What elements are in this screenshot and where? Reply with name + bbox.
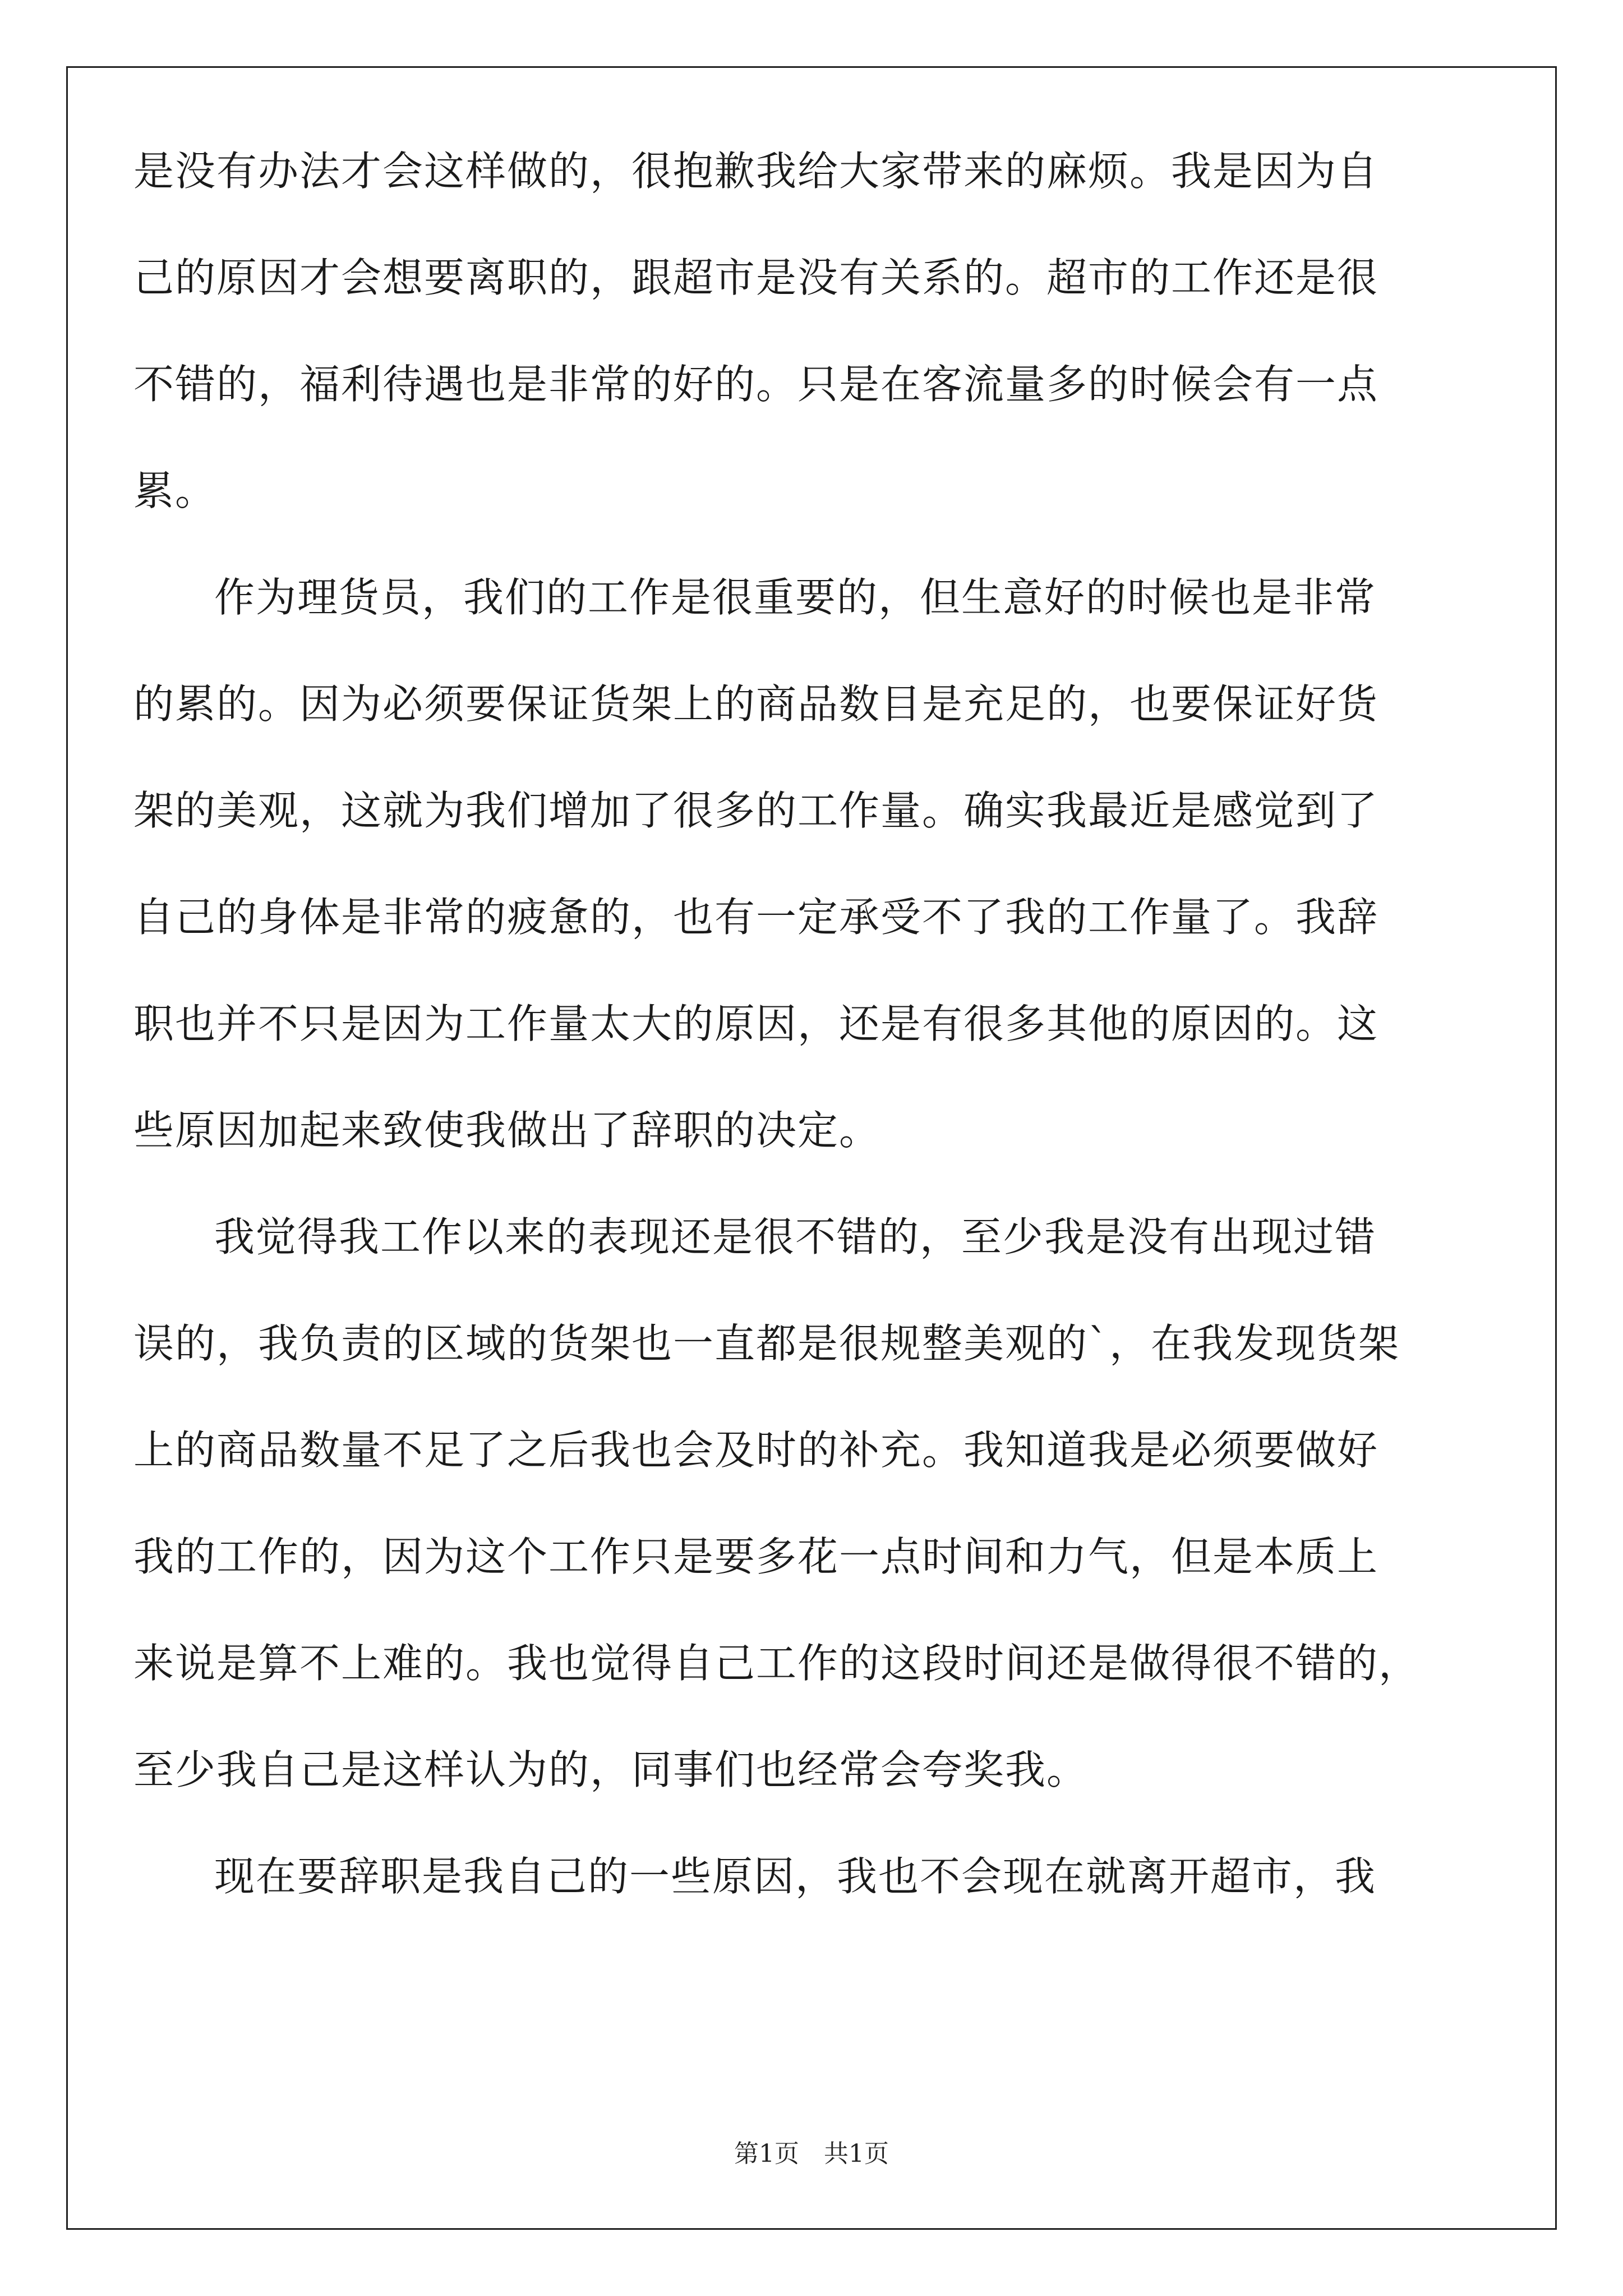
document-body — [133, 118, 1491, 1930]
text-line: 上的商品数量不足了之后我也会及时的补充。我知道我是必须要做好 — [133, 1427, 1379, 1474]
text-line: 我的工作的，因为这个工作只是要多花一点时间和力气，但是本质上 — [133, 1533, 1379, 1580]
page-number-footer: 第1页 共1页 — [734, 2139, 889, 2168]
paragraph-start-line: 现在要辞职是我自己的一些原因，我也不会现在就离开超市，我 — [214, 1853, 1377, 1900]
text-line: 累。 — [133, 467, 217, 514]
text-line: 是没有办法才会这样做的，很抱歉我给大家带来的麻烦。我是因为自 — [133, 148, 1379, 195]
text-line: 不错的，福利待遇也是非常的好的。只是在客流量多的时候会有一点 — [133, 361, 1379, 408]
text-line: 己的原因才会想要离职的，跟超市是没有关系的。超市的工作还是很 — [133, 254, 1379, 301]
text-line: 来说是算不上难的。我也觉得自己工作的这段时间还是做得很不错的， — [133, 1640, 1421, 1687]
text-line: 职也并不只是因为工作量太大的原因，还是有很多其他的原因的。这 — [133, 1000, 1379, 1047]
text-line: 自己的身体是非常的疲惫的，也有一定承受不了我的工作量了。我辞 — [133, 894, 1379, 941]
text-line: 误的，我负责的区域的货架也一直都是很规整美观的`，在我发现货架 — [133, 1320, 1400, 1367]
paragraph-start-line: 作为理货员，我们的工作是很重要的，但生意好的时候也是非常 — [214, 574, 1377, 621]
text-line: 架的美观，这就为我们增加了很多的工作量。确实我最近是感觉到了 — [133, 787, 1379, 834]
text-line: 些原因加起来致使我做出了辞职的决定。 — [133, 1107, 881, 1154]
paragraph-start-line: 我觉得我工作以来的表现还是很不错的，至少我是没有出现过错 — [214, 1213, 1377, 1260]
text-line: 的累的。因为必须要保证货架上的商品数目是充足的，也要保证好货 — [133, 680, 1379, 728]
text-line: 至少我自己是这样认为的，同事们也经常会夸奖我。 — [133, 1746, 1089, 1793]
